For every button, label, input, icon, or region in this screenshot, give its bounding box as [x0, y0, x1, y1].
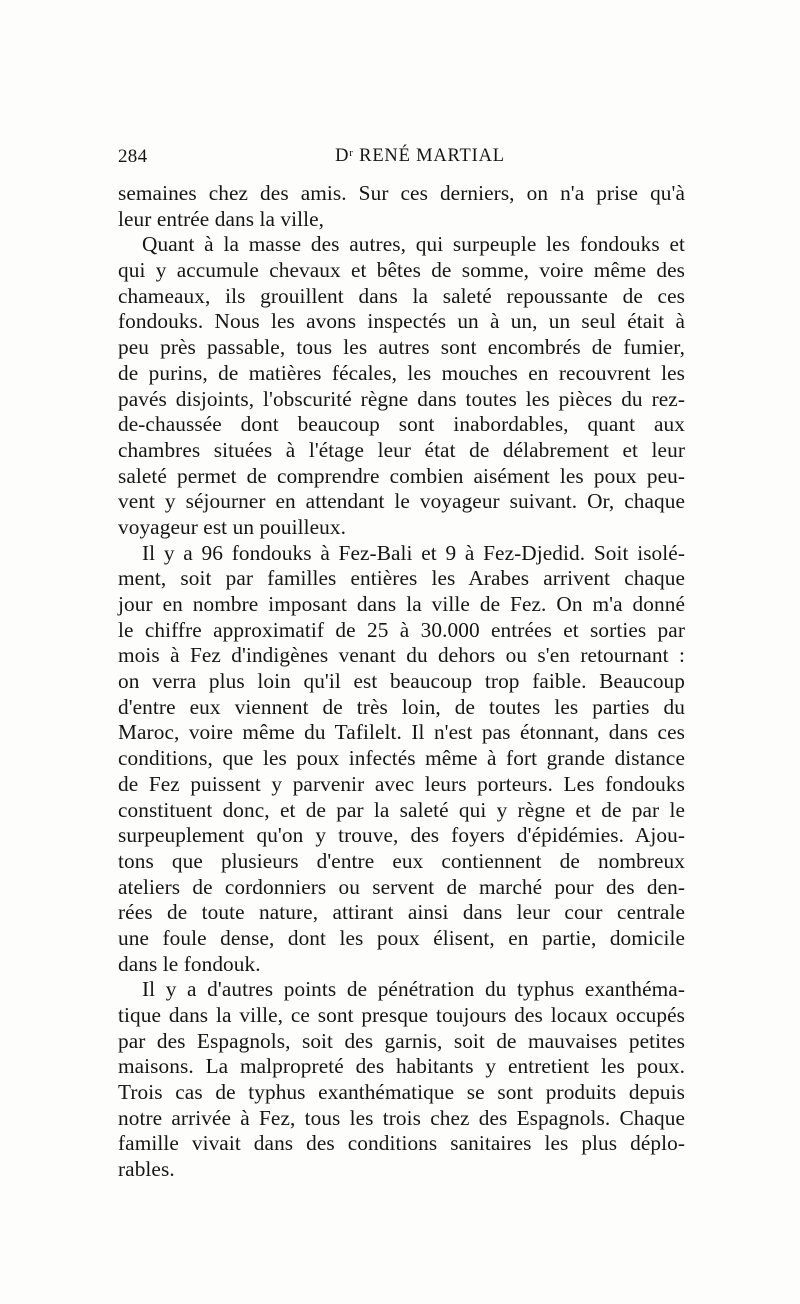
text-line: vent y séjourner en attendant le voyageur suivant. Or, chaque: [118, 489, 685, 514]
text-line: fondouks. Nous les avons inspectés un à un, un seul était à: [118, 309, 685, 334]
text-line: de purins, de matières fécales, les mouches en recouvrent les: [118, 360, 685, 385]
text-line: qui y accumule chevaux et bêtes de somme, voire même des: [118, 258, 685, 283]
text-line: Il y a 96 fondouks à Fez-Bali et 9 à Fez-Djedid. Soit isolé-: [142, 540, 685, 565]
text-line: dans le fondouk.: [118, 951, 261, 976]
running-head-prefix: D: [335, 146, 350, 166]
text-line: constituent donc, et de par la saleté qui y règne et de par le: [118, 797, 685, 822]
body-text: [118, 181, 685, 1183]
text-line: par des Espagnols, soit des garnis, soit de mauvaises petites: [118, 1028, 685, 1053]
text-line: peu près passable, tous les autres sont encombrés de fumier,: [118, 335, 685, 360]
text-line: une foule dense, dont les poux élisent, en partie, domicile: [118, 925, 685, 950]
text-line: conditions, que les poux infectés même à fort grande distance: [118, 746, 685, 771]
text-line: pavés disjoints, l'obscurité règne dans toutes les pièces du rez-: [118, 386, 685, 411]
running-head-superscript: r: [349, 147, 354, 159]
text-line: tons que plusieurs d'entre eux contiennent de nombreux: [118, 848, 685, 873]
text-line: leur entrée dans la ville,: [118, 206, 325, 231]
text-line: on verra plus loin qu'il est beaucoup trop faible. Beaucoup: [118, 669, 685, 694]
text-line: surpeuplement qu'on y trouve, des foyers d'épidémies. Ajou-: [118, 823, 685, 848]
text-line: semaines chez des amis. Sur ces derniers, on n'a prise qu'à: [118, 181, 685, 205]
running-head: [118, 146, 684, 167]
text-line: famille vivait dans des conditions sanitaires les plus déplo-: [118, 1131, 685, 1156]
text-line: Il y a d'autres points de pénétration du typhus exanthéma-: [142, 977, 685, 1002]
text-line: de Fez puissent y parvenir avec leurs porteurs. Les fondouks: [118, 771, 685, 796]
text-line: rées de toute nature, attirant ainsi dans leur cour centrale: [118, 900, 685, 925]
text-line: ateliers de cordonniers ou servent de marché pour des den-: [118, 874, 685, 899]
text-line: le chiffre approximatif de 25 à 30.000 entrées et sorties par: [118, 617, 685, 642]
text-line: chameaux, ils grouillent dans la saleté repoussante de ces: [118, 283, 685, 308]
running-head-name: RENÉ MARTIAL: [353, 146, 505, 166]
text-line: saleté permet de comprendre combien aisément les poux peu-: [118, 463, 685, 488]
text-line: d'entre eux viennent de très loin, de toutes les parties du: [118, 694, 685, 719]
text-line: ment, soit par familles entières les Arabes arrivent chaque: [118, 566, 685, 591]
text-line: tique dans la ville, ce sont presque toujours des locaux occupés: [118, 1003, 685, 1027]
page-number: 284: [118, 146, 148, 167]
text-line: Quant à la masse des autres, qui surpeuple les fondouks et: [142, 232, 685, 257]
text-line: rables.: [118, 1157, 175, 1182]
page-header: [118, 146, 684, 172]
text-line: chambres situées à l'étage leur état de délabrement et leur: [118, 437, 685, 462]
text-line: Maroc, voire même du Tafilelt. Il n'est pas étonnant, dans ces: [118, 720, 685, 745]
text-line: mois à Fez d'indigènes venant du dehors ou s'en retournant :: [118, 643, 685, 668]
text-line: jour en nombre imposant dans la ville de Fez. On m'a donné: [118, 592, 685, 616]
text-line: maisons. La malpropreté des habitants y entretient les poux.: [118, 1054, 685, 1079]
text-line: Trois cas de typhus exanthématique se sont produits depuis: [118, 1080, 685, 1105]
text-line: de-chaussée dont beaucoup sont inabordables, quant aux: [118, 412, 685, 437]
text-line: voyageur est un pouilleux.: [118, 514, 347, 539]
text-line: notre arrivée à Fez, tous les trois chez des Espagnols. Chaque: [118, 1105, 685, 1130]
